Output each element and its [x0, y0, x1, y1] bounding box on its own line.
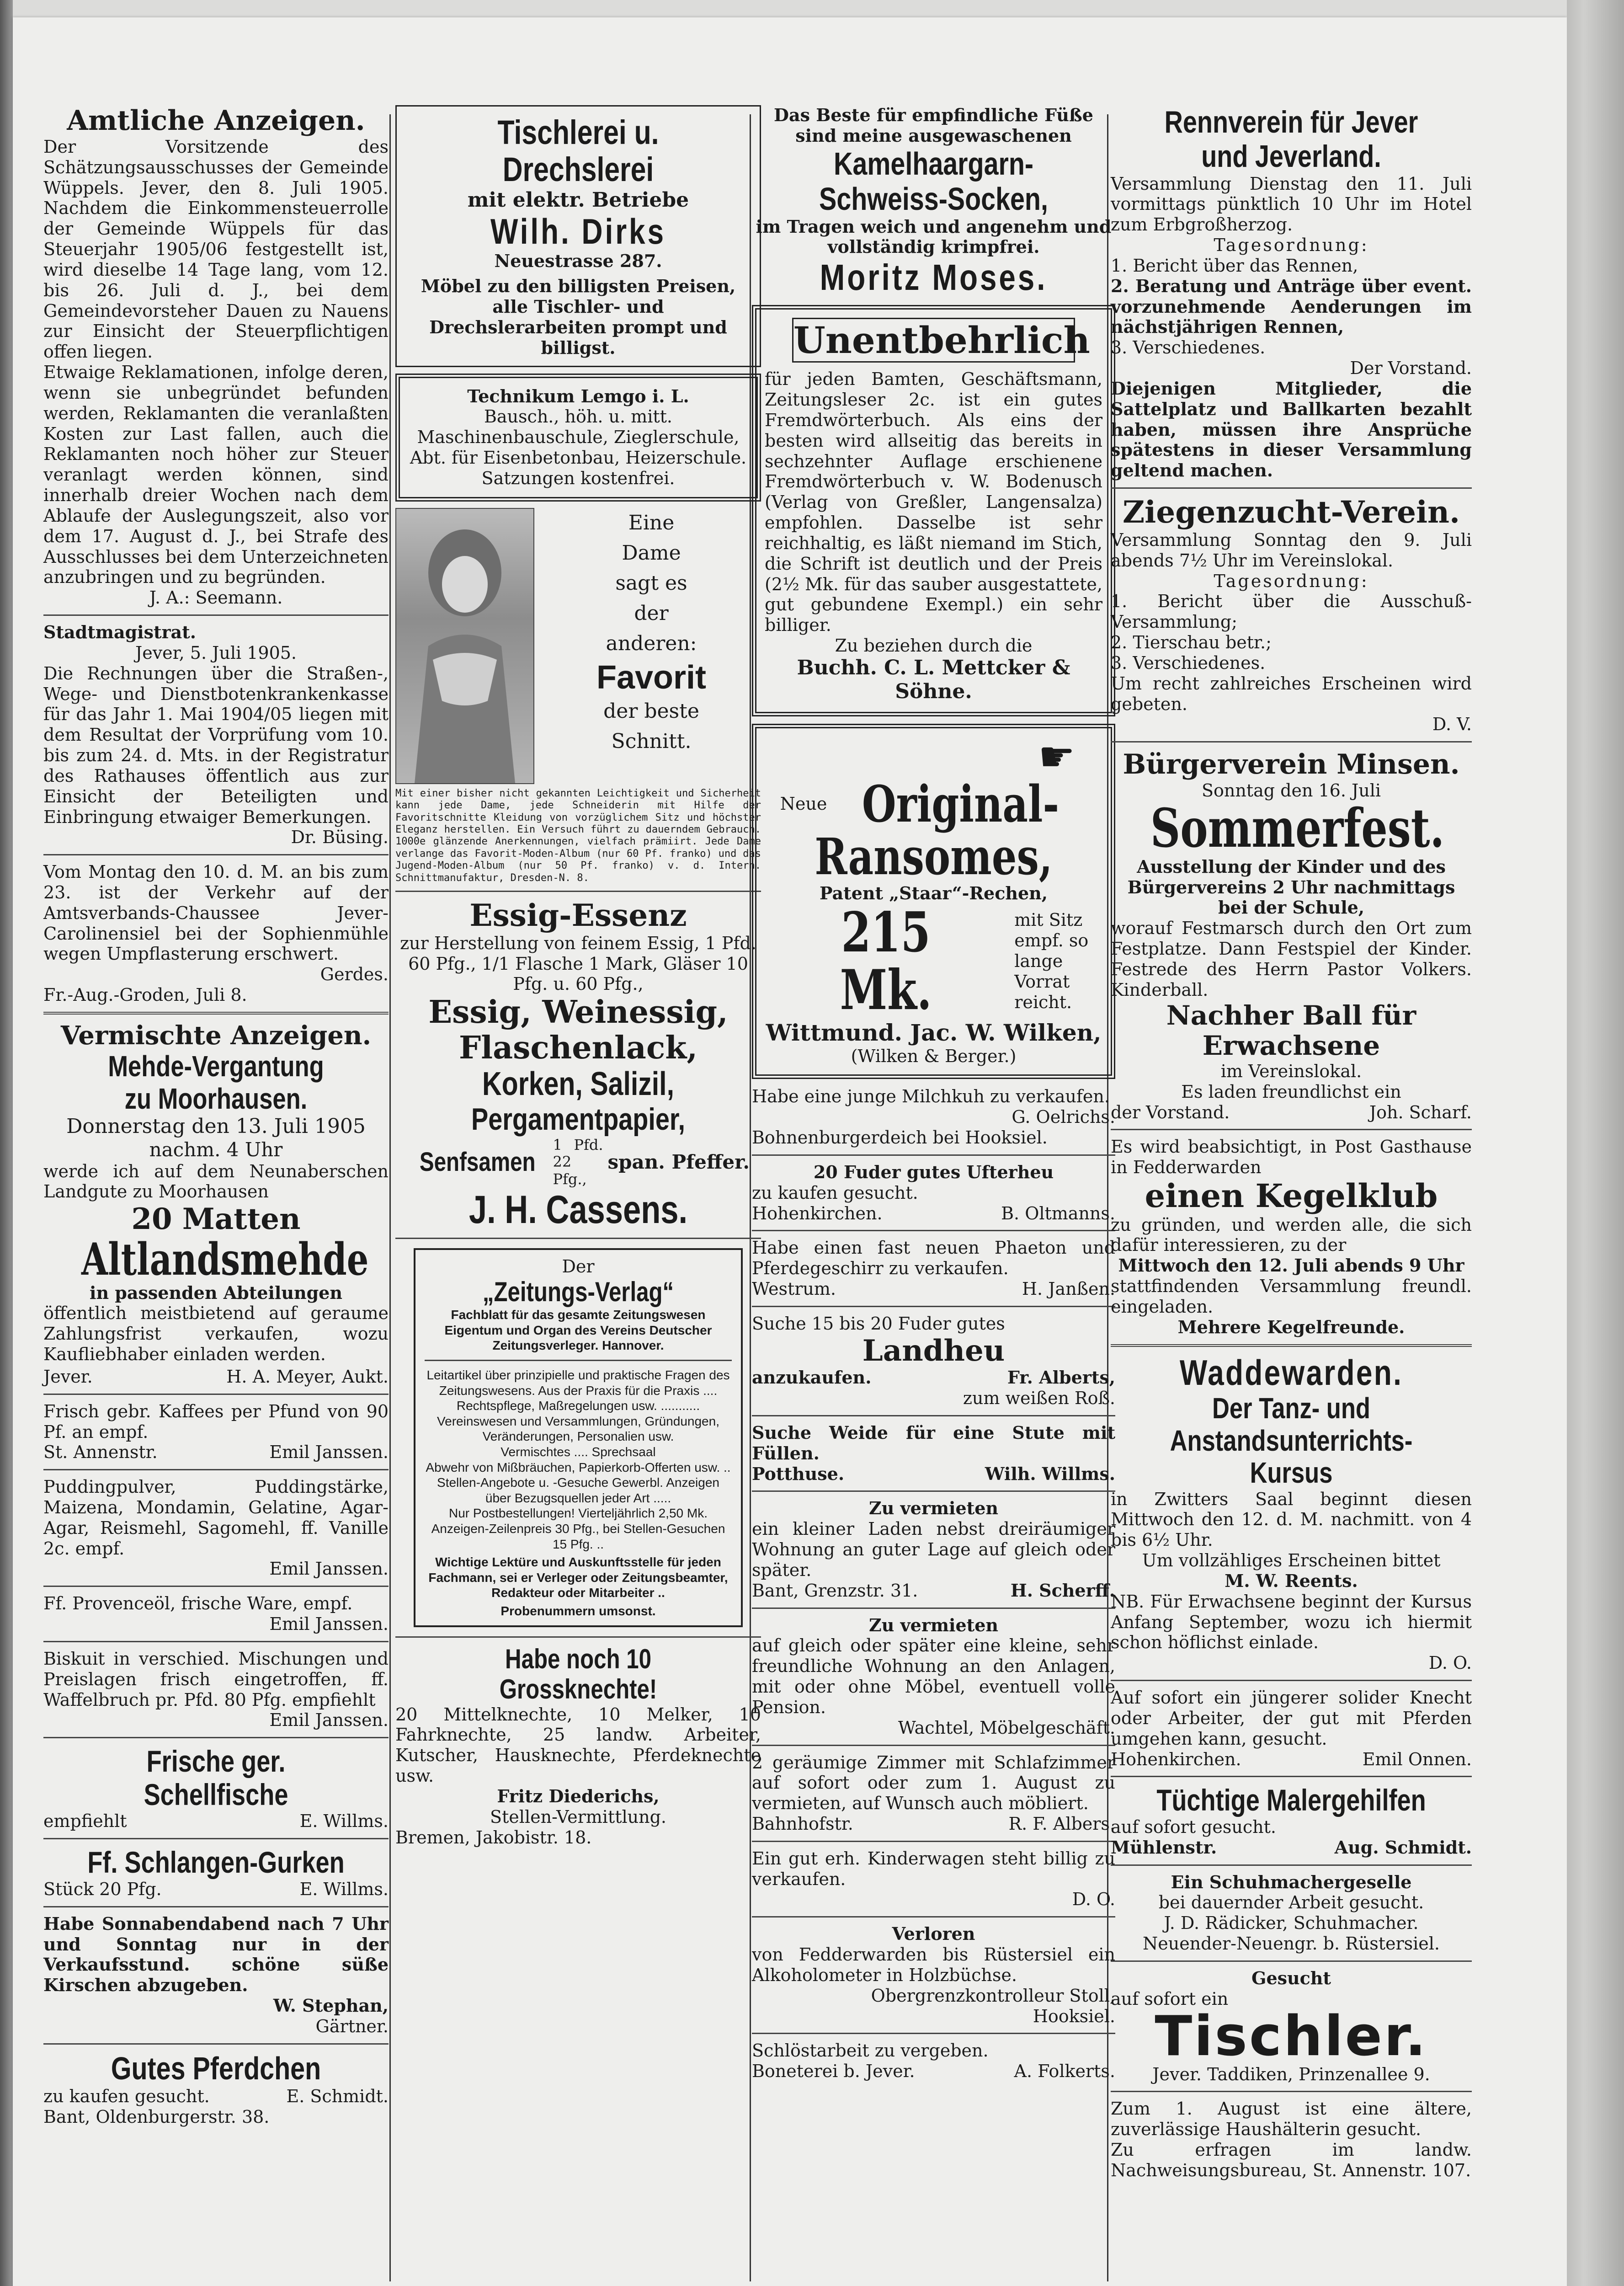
agenda-item: 3. Verschiedenes. — [1111, 337, 1266, 358]
ad-signature: E. Willms. — [299, 1811, 389, 1832]
ad-signature: der Vorstand. — [1111, 1102, 1230, 1122]
ad-subline: in passenden Abteilungen — [90, 1282, 342, 1303]
ad-text: Bausch., höh. u. mitt. Maschinenbauschule, Zieglerschule, Abt. für Eisenbetonbau, Heizerschule. Satzungen kostenfrei. — [410, 406, 747, 488]
ad-signature: Emil Janssen. — [269, 1559, 389, 1579]
ad-signature: G. Oelrichs. — [1012, 1107, 1115, 1127]
ad-text: Diejenigen Mitglieder, die Sattelplatz und Ballkarten bezahlt haben, müssen ihre Ansprüche spätestens in dieser Versammlung geltend machen. — [1111, 378, 1472, 481]
ad-subline: (Wilken & Berger.) — [851, 1046, 1017, 1066]
divider — [752, 1490, 1115, 1492]
ad-text: Es laden freundlichst ein — [1181, 1081, 1401, 1102]
ad-brand: Favorit — [596, 659, 707, 696]
ad-headline: Zu vermieten — [868, 1498, 999, 1519]
ad-signature: Mehrere Kegelfreunde. — [1177, 1316, 1405, 1337]
ad-place: Bant, Grenzstr. 31. — [752, 1580, 918, 1601]
ad-text: Um recht zahlreiches Erscheinen wird gebeten. — [1111, 673, 1472, 714]
ad-text: Stück 20 Pfg. — [43, 1879, 162, 1899]
ad-headline: Gesucht — [1251, 1967, 1331, 1988]
ad-text: sind meine ausgewaschenen — [795, 125, 1072, 146]
divider — [43, 1906, 389, 1907]
ad-headline: Ransomes, — [815, 827, 1053, 887]
fashion-illustration — [395, 508, 534, 784]
ad-text: Zu beziehen durch die — [835, 636, 1033, 656]
page-edge-shadow — [0, 0, 13, 2286]
ad-signature: E. Willms. — [299, 1879, 389, 1899]
ad-headline: Mehde-Vergantung — [108, 1050, 324, 1083]
notice-date: Jever, 5. Juli 1905. — [135, 642, 297, 663]
divider — [752, 1745, 1115, 1746]
ad-text: Es wird beabsichtigt, in Post Gasthause in Fedderwarden — [1111, 1137, 1472, 1178]
ad-text: von Fedderwarden bis Rüstersiel ein Alkoholometer in Holzbüchse. — [752, 1944, 1115, 1985]
ad-subline: Fachblatt für das gesamte Zeitungswesen Eigentum und Organ des Vereins Deutscher Zeitungsverleger. Hannover. — [444, 1308, 712, 1353]
ad-place: Boneterei b. Jever. — [752, 2061, 915, 2082]
ad-text: Um vollzähliges Erscheinen bittet — [1142, 1550, 1441, 1571]
ad-headline: Kamelhaargarn- — [833, 145, 1034, 182]
ad-place: Potthuse. — [752, 1463, 845, 1484]
ad-text: Wichtige Lektüre und Auskunftsstelle für jeden Fachmann, sei er Verleger oder Zeitungsbeamter, Redakteur oder Mitarbeiter .. — [428, 1555, 728, 1600]
ad-text: in Zwitters Saal beginnt diesen Mittwoch den 12. d. M. nachmitt. von 4 bis 6½ Uhr. — [1111, 1489, 1472, 1550]
divider — [1111, 2091, 1472, 2092]
ad-text: Ff. Provenceöl, frische Ware, empf. — [43, 1593, 353, 1614]
ad-headline: 20 Fuder gutes Ufterheu — [813, 1161, 1054, 1182]
ad-headline: Nachher Ball für Erwachsene — [1166, 999, 1416, 1062]
binding-strip — [1567, 0, 1624, 2286]
agenda-item: 2. Tierschau betr.; — [1111, 632, 1272, 653]
ad-signature: Emil Onnen. — [1362, 1749, 1472, 1769]
ad-headline: Flaschenlack, — [458, 1030, 698, 1067]
divider — [752, 1230, 1115, 1231]
ad-text: Auf sofort ein jüngerer solider Knecht oder Arbeiter, der gut mit Pferden umgehen kann, gesucht. — [1111, 1688, 1472, 1749]
ad-signature: Fr. Alberts, — [1007, 1367, 1115, 1388]
ad-place: Hooksiel. — [1033, 2006, 1115, 2026]
ad-headline: Rennverein für Jever und Jeverland. — [1164, 105, 1418, 174]
ad-place: Jever. Taddiken, Prinzenallee 9. — [1152, 2064, 1430, 2084]
divider — [43, 1838, 389, 1839]
ad-headline: Tüchtige Malergehilfen — [1156, 1783, 1426, 1817]
ad-signature: Fritz Diederichs, — [497, 1785, 660, 1806]
ad-signature: Aug. Schmidt. — [1334, 1837, 1472, 1858]
divider — [425, 1360, 732, 1361]
ad-headline: Landheu — [862, 1333, 1005, 1368]
divider — [43, 1394, 389, 1395]
ad-date: Mittwoch den 12. Juli abends 9 Uhr — [1118, 1255, 1464, 1276]
ad-text: zu kaufen gesucht. — [752, 1182, 918, 1203]
ad-headline: Ziegenzucht-Verein. — [1122, 494, 1460, 530]
notice-text: Etwaige Reklamationen, infolge deren, wenn sie unbegründet befunden werden, Reklamanten die veranlaßten Kosten zur Last fallen, auch die Reklamanten noch höher zur Steuer veranlagt werden können, sind innerhalb dreier Wochen nach dem Ablaufe der Auslegungszeit, also vor dem 17. August d. J., bei Strafe des Ausschlusses bei dem Unterzeichneten anzubringen und zu begründen. — [43, 362, 389, 588]
ad-text: Das Beste für empfindliche Füße — [774, 105, 1093, 125]
agenda-item: 1. Bericht über die Ausschuß-Versammlung; — [1111, 591, 1472, 632]
list-item: Abwehr von Mißbräuchen, Papierkorb-Offerten usw. .. — [426, 1460, 731, 1474]
section-title-amtliche: Amtliche Anzeigen. — [67, 105, 365, 137]
ad-headline: Zu vermieten — [868, 1614, 999, 1635]
ad-big-word: Sommerfest. — [1150, 797, 1445, 860]
divider — [752, 1306, 1115, 1307]
ad-side-text: der — [634, 601, 669, 625]
ad-signature: B. Oltmanns. — [1001, 1203, 1115, 1223]
ad-signature: Emil Janssen. — [269, 1614, 389, 1634]
ad-text: zur Herstellung von feinem Essig, 1 Pfd. 60 Pfg., 1/1 Flasche 1 Mark, Gläser 10 Pfg. u. 60 Pfg., — [400, 933, 756, 994]
ad-headline: zu Moorhausen. — [124, 1082, 308, 1115]
divider — [752, 1841, 1115, 1842]
ad-text: Möbel zu den billigsten Preisen, alle Tischler- und Drechslerarbeiten prompt und billigst. — [421, 276, 736, 358]
notice-signature: Gerdes. — [320, 964, 389, 985]
ad-quantity: 20 Matten — [131, 1202, 301, 1237]
ad-headline: Schweiss-Socken, — [819, 181, 1048, 217]
ad-text: worauf Festmarsch durch den Ort zum Festplatze. Dann Festspiel der Kinder. Festrede des Herrn Pastor Volkers. Kinderball. — [1111, 918, 1472, 1000]
ad-place: Hohenkirchen. — [752, 1203, 883, 1223]
ad-signature: J. D. Rädicker, Schuhmacher. — [1164, 1913, 1419, 1933]
ad-signature: Gärtner. — [315, 2016, 389, 2036]
divider — [43, 1586, 389, 1587]
notice-title: Stadtmagistrat. — [43, 622, 196, 643]
ad-text: Suche 15 bis 20 Fuder gutes — [752, 1313, 1005, 1334]
ad-signature: Emil Janssen. — [269, 1442, 389, 1463]
section-title-vermischte: Vermischte Anzeigen. — [60, 1020, 372, 1051]
ad-text: Biskuit in verschied. Mischungen und Preislagen frisch eingetroffen, ff. Waffelbruch pr. Pfd. 80 Pfg. empfiehlt — [43, 1648, 389, 1710]
ad-signature: Wittmund. Jac. W. Wilken, — [766, 1019, 1102, 1046]
agenda-item: 3. Verschiedenes. — [1111, 652, 1266, 673]
ad-signature: R. F. Albers. — [1008, 1813, 1115, 1834]
list-item: Stellen-Angebote u. -Gesuche Gewerbl. Anzeigen über Bezugsquellen jeder Art ..... — [437, 1475, 719, 1505]
divider — [1111, 1680, 1472, 1681]
ad-headline: Gutes Pferdchen — [111, 2050, 321, 2086]
ad-text: im Vereinslokal. — [1220, 1061, 1362, 1081]
divider — [752, 1415, 1115, 1416]
ad-text: 2 geräumige Zimmer mit Schlafzimmer auf sofort oder zum 1. August zu vermieten, auf Wunsch auch möbliert. — [752, 1752, 1115, 1814]
ad-text: Puddingpulver, Puddingstärke, Maizena, Mondamin, Gelatine, Agar-Agar, Reismehl, Sagomehl, ff. Vanille 2c. empf. — [43, 1477, 389, 1559]
ad-text: Der — [562, 1256, 595, 1277]
ad-side-text: anderen: — [606, 631, 697, 655]
ad-place: St. Annenstr. — [43, 1442, 158, 1463]
ad-price: 215 Mk. — [840, 900, 932, 1022]
ad-headline: Original- — [862, 774, 1060, 833]
ad-headline: Der Tanz- und Anstandsunterrichts-Kursus — [1170, 1392, 1413, 1490]
ad-text: NB. Für Erwachsene beginnt der Kursus Anfang September, wozu ich hiermit schon höflichst einlade. — [1111, 1591, 1472, 1653]
divider — [1111, 1129, 1472, 1130]
column-4 — [1111, 105, 1472, 2181]
agenda-item: 2. Beratung und Anträge über event. vorzunehmende Aenderungen im nächstjährigen Rennen, — [1111, 275, 1472, 337]
ad-text: Suche Weide für eine Stute mit Füllen. — [752, 1422, 1115, 1463]
divider — [395, 1238, 761, 1239]
ad-address: Neuestrasse 287. — [494, 251, 662, 272]
ad-signature: Buchh. C. L. Mettcker & Söhne. — [797, 656, 1070, 703]
ad-company: J. H. Cassens. — [469, 1187, 688, 1232]
agenda-title: Tagesordnung: — [1214, 235, 1369, 256]
ad-headline: Essig, Weinessig, — [428, 994, 728, 1031]
ad-text: 20 Mittelknechte, 10 Melker, 10 Fahrknechte, 25 landw. Arbeiter, Kutscher, Hausknechte, Pferdeknechte usw. — [395, 1704, 761, 1786]
agenda-item: 1. Bericht über das Rennen, — [1111, 255, 1358, 276]
ad-side-text: Eine — [628, 511, 675, 534]
ad-headline: Ein Schuhmachergeselle — [1171, 1871, 1412, 1892]
ad-headline: „Zeitungs-Verlag“ — [482, 1277, 674, 1308]
ad-text: Habe eine junge Milchkuh zu verkaufen. — [752, 1086, 1110, 1107]
ad-text: Habe Sonnabendabend nach 7 Uhr und Sonntag nur in der Verkaufsstund. schöne süße Kirschen abzugeben. — [43, 1913, 389, 1996]
divider — [1111, 741, 1472, 742]
ad-side-text: sagt es — [615, 571, 687, 595]
ad-place: Jever. — [43, 1366, 93, 1387]
divider — [43, 2043, 389, 2045]
ad-time: nachm. 4 Uhr — [149, 1138, 283, 1161]
divider — [1111, 1776, 1472, 1777]
ad-signature: zum weißen Roß. — [963, 1388, 1115, 1409]
ad-date: Sonntag den 16. Juli — [1201, 780, 1381, 801]
ad-side-text: der beste — [603, 699, 699, 723]
ad-signature: D. V. — [1432, 714, 1472, 735]
notice-place: Fr.-Aug.-Groden, Juli 8. — [43, 985, 247, 1005]
divider — [43, 1012, 389, 1015]
ad-text: Ein gut erh. Kinderwagen steht billig zu verkaufen. — [752, 1848, 1115, 1889]
divider — [1111, 1344, 1472, 1347]
notice-text: Vom Montag den 10. d. M. an bis zum 23. ist der Verkehr auf der Amtsverbands-Chaussee Jever-Carolinensiel bei der Sophienmühle wegen Umpflasterung erschwert. — [43, 862, 389, 964]
divider — [1111, 1864, 1472, 1866]
notice-signature: Dr. Büsing. — [291, 827, 389, 848]
ad-headline: span. Pfeffer. — [607, 1151, 750, 1174]
ad-headline: Frische ger. Schellfische — [144, 1744, 288, 1811]
ad-text: auf sofort gesucht. — [1111, 1816, 1277, 1837]
ad-place: Bant, Oldenburgerstr. 38. — [43, 2106, 270, 2127]
agenda-title: Tagesordnung: — [1214, 571, 1369, 591]
ad-side-text: Schnitt. — [611, 729, 692, 753]
ad-signature: H. Scherff. — [1010, 1580, 1115, 1601]
ad-big-word: Altlandsmehde — [81, 1233, 369, 1285]
list-item: Rechtspflege, Maßregelungen usw. ........... — [456, 1399, 700, 1413]
ad-company: Wilh. Dirks — [490, 211, 666, 251]
ad-place: Bohnenburgerdeich bei Hooksiel. — [752, 1127, 1048, 1148]
ad-signature: Der Vorstand. — [1350, 358, 1472, 379]
ad-subline: mit elektr. Betriebe — [467, 188, 689, 212]
ad-signature: E. Schmidt. — [286, 2086, 389, 2106]
notice-signature: J. A.: Seemann. — [149, 588, 283, 608]
list-item: Nur Postbestellungen! Vierteljährlich 2,50 Mk. Anzeigen-Zeilenpreis 30 Pfg., bei Stellen-Gesuchen 15 Pfg. .. — [431, 1506, 725, 1551]
ad-place: Westrum. — [752, 1279, 836, 1299]
divider — [1111, 1960, 1472, 1962]
ad-headline: Korken, Salizil, — [482, 1065, 674, 1102]
column-rule — [389, 114, 391, 2281]
divider — [43, 854, 389, 855]
notice-text: Die Rechnungen über die Straßen-, Wege- und Dienstbotenkrankenkasse für das Jahr 1. Mai 1904/05 liegen mit dem Resultat der Vorprüfung vom 10. bis zum 24. d. Mts. in der Registratur des Rathauses öffentlich aus zur Einsicht der Beteiligten und Einbringung etwaiger Bemerkungen. — [43, 663, 389, 827]
ad-text: Habe einen fast neuen Phaeton und Pferdegeschirr zu verkaufen. — [752, 1238, 1115, 1279]
list-item: Leitartikel über prinzipielle und praktische Fragen des Zeitungswesens. Aus der Praxis für die Praxis .... — [426, 1368, 730, 1398]
ad-headline: Ff. Schlangen-Gurken — [87, 1845, 345, 1880]
ad-signature: H. Janßen. — [1022, 1279, 1115, 1299]
ad-side-text: Dame — [622, 541, 681, 565]
ad-headline: Tischlerei u. Drechslerei — [497, 113, 659, 189]
list-item: Vereinswesen und Versammlungen, Gründungen, Veränderungen, Personalien usw. — [437, 1414, 719, 1444]
ad-text: für jeden Bamten, Geschäftsmann, Zeitungsleser 2c. ist ein gutes Fremdwörterbuch. Als eins der besten wird allseitig das bereits in sechzehnter Auflage erschienene Fremdwörterbuch v. W. Bodenusch (Verlag von Greßler, Langensalza) empfohlen. Dasselbe ist sehr reichhaltig, es läßt niemand im Stich, die Schrift ist deutlich und der Preis (2½ Mk. für das sauber ausgestattete, gut gebundene Exempl.) ein sehr billiger. — [765, 369, 1102, 636]
ad-text: im Tragen weich und angenehm und vollständig krimpfrei. — [756, 216, 1112, 257]
divider — [752, 1916, 1115, 1917]
ad-place: Bahnhofstr. — [752, 1813, 853, 1834]
ad-text: anzukaufen. — [752, 1367, 872, 1388]
ad-text: Versammlung Dienstag den 11. Juli vormittags pünktlich 10 Uhr im Hotel zum Erbgroßherzog. — [1111, 173, 1472, 235]
ad-headline: Essig-Essenz — [469, 897, 687, 933]
divider — [43, 1641, 389, 1642]
ad-signature: D. O. — [1428, 1653, 1472, 1673]
ad-text: ein kleiner Laden nebst dreiräumiger Wohnung an guter Lage auf gleich oder später. — [752, 1519, 1115, 1580]
ad-place: Neuender-Neuengr. b. Rüstersiel. — [1142, 1933, 1440, 1954]
ad-text: werde ich auf dem Neunaberschen Landgute zu Moorhausen — [43, 1161, 389, 1202]
ad-headline: einen Kegelklub — [1145, 1177, 1438, 1215]
ad-signature: Wachtel, Möbelgeschäft. — [898, 1717, 1115, 1738]
ad-text: mit Sitz empf. so lange Vorrat reicht. — [1014, 910, 1089, 1012]
ad-signature: H. A. Meyer, Aukt. — [226, 1366, 389, 1387]
list-item: Vermischtes .... Sprechsaal — [501, 1445, 656, 1459]
ad-place: Mühlenstr. — [1111, 1837, 1217, 1858]
ad-text: zu gründen, und werden alle, die sich dafür interessieren, zu der — [1111, 1214, 1472, 1255]
ad-headline: Waddewarden. — [1179, 1352, 1403, 1393]
ad-signature: Emil Janssen. — [269, 1710, 389, 1731]
ad-place: Bremen, Jakobistr. 18. — [395, 1827, 592, 1848]
ad-text: empfiehlt — [43, 1811, 127, 1832]
ad-signature: Wilh. Willms. — [985, 1463, 1115, 1484]
ad-text: Frisch gebr. Kaffees per Pfund von 90 Pf. an empf. — [43, 1401, 389, 1442]
ad-text: Schlöstarbeit zu vergeben. — [752, 2040, 989, 2061]
ad-headline: Unentbehrlich — [792, 318, 1075, 363]
divider — [395, 891, 761, 892]
column-1 — [43, 105, 389, 2127]
ad-headline: Pergamentpapier, — [471, 1101, 685, 1137]
divider — [752, 2033, 1115, 2034]
ad-company: Moritz Moses. — [820, 257, 1048, 298]
ad-text: auf sofort ein — [1111, 1988, 1229, 2009]
ad-date: Donnerstag den 13. Juli 1905 — [66, 1115, 366, 1138]
divider — [43, 1737, 389, 1738]
divider — [43, 1469, 389, 1470]
ad-text: öffentlich meistbietend auf geraume Zahlungsfrist verkaufen, wozu Kaufliebhaber einladen werden. — [43, 1303, 389, 1365]
ad-text: Ausstellung der Kinder und des Bürgervereins 2 Uhr nachmittags bei der Schule, — [1127, 856, 1455, 918]
divider — [752, 1608, 1115, 1609]
ad-big-word: Tischler. — [1155, 2004, 1428, 2068]
divider — [43, 614, 389, 616]
ad-text: Zu erfragen im landw. Nachweisungsbureau, St. Annenstr. 107. — [1111, 2140, 1472, 2180]
ad-headline: Senfsamen — [419, 1147, 536, 1177]
notice-text: Der Vorsitzende des Schätzungsausschusses der Gemeinde Wüppels. Jever, den 8. Juli 1905. Nachdem die Einkommensteuerrolle der Gemeinde Wüppels für das Steuerjahr 1905/06 festgestellt ist, wird dieselbe 14 Tage lang, vom 12. bis 26. Juli d. J., bei dem Gemeindevorsteher Dauen zu Nauens zur Einsicht der Steuerpflichtigen offen liegen. — [43, 137, 389, 362]
ad-signature: W. Stephan, — [273, 1995, 389, 2016]
ad-text: zu kaufen gesucht. — [43, 2086, 210, 2106]
ad-small-print: Mit einer bisher nicht gekannten Leichtigkeit und Sicherheit kann jede Dame, jede Schneiderin mit Hilfe der Favoritschnitte Kleidung von vorzüglichem Sitz und höchster Eleganz herstellen. Ein Versuch führt zu dauerndem Gebrauch. 1000e glänzende Anerkennungen, vielfach prämiirt. Jede Dame verlange das Favorit-Moden-Album (nur 60 Pf. franko) und das Jugend-Moden-Album (nur 50 Pf. franko) v. d. Intern. Schnittmanufaktur, Dresden-N. 8. — [395, 787, 761, 884]
ad-text: bei dauernder Arbeit gesucht. — [1158, 1892, 1424, 1913]
ad-place: Hohenkirchen. — [1111, 1749, 1241, 1769]
ad-price: 1 Pfd. 22 Pfg., — [553, 1136, 603, 1188]
ad-signature: Stellen-Vermittlung. — [490, 1806, 666, 1827]
pointing-hand-icon: ☛ — [1038, 732, 1075, 781]
column-3 — [752, 105, 1115, 2082]
ad-text: auf gleich oder später eine kleine, sehr freundliche Wohnung an den Anlagen, mit oder ohne Möbel, eventuell volle Pension. — [752, 1635, 1115, 1717]
ad-headline: Verloren — [892, 1923, 975, 1944]
ad-signature: Obergrenzkontrolleur Stoll, — [871, 1985, 1115, 2006]
ad-headline: Technikum Lemgo i. L. — [467, 385, 689, 406]
column-2 — [395, 105, 761, 1848]
divider — [395, 1636, 761, 1638]
ad-text: Probenummern umsonst. — [501, 1603, 656, 1618]
ad-text: Neue — [780, 794, 827, 814]
ad-headline: Bürgerverein Minsen. — [1123, 748, 1460, 781]
ad-headline: Habe noch 10 Grossknechte! — [499, 1643, 657, 1704]
ad-signature: Joh. Scharf. — [1369, 1102, 1472, 1122]
divider — [752, 1154, 1115, 1156]
ad-text: Versammlung Sonntag den 9. Juli abends 7½ Uhr im Vereinslokal. — [1111, 529, 1472, 571]
ad-text: stattfindenden Versammlung freundl. eingeladen. — [1111, 1276, 1472, 1317]
ad-signature: M. W. Reents. — [1225, 1570, 1358, 1591]
ad-text: Zum 1. August ist eine ältere, zuverlässige Haushälterin gesucht. — [1111, 2099, 1472, 2140]
divider — [1111, 487, 1472, 489]
ad-signature: A. Folkerts. — [1014, 2061, 1115, 2082]
ad-text: Patent „Staar“-Rechen, — [819, 882, 1048, 903]
ad-signature: D. O. — [1072, 1889, 1115, 1910]
